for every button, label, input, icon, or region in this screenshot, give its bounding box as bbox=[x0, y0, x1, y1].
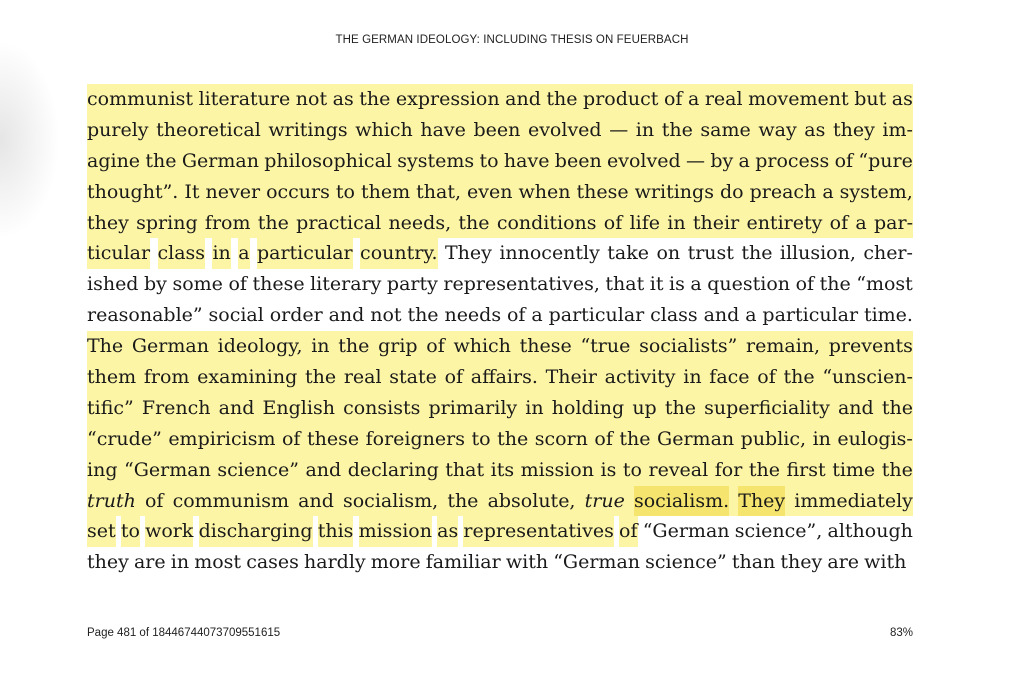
reading-progress: 83% bbox=[889, 627, 913, 639]
word: “German bbox=[642, 520, 730, 543]
word: expression bbox=[395, 88, 500, 110]
word: the bbox=[748, 458, 780, 481]
word: its bbox=[490, 458, 515, 481]
word: representatives bbox=[463, 516, 613, 547]
word: the bbox=[783, 366, 815, 389]
word: of bbox=[426, 335, 445, 358]
word: by bbox=[710, 149, 734, 172]
word: German bbox=[657, 427, 735, 450]
word: empiricism bbox=[168, 427, 276, 450]
word: “German bbox=[124, 458, 211, 481]
text-line bbox=[87, 177, 913, 208]
word: the bbox=[741, 242, 773, 265]
word: of bbox=[795, 273, 815, 296]
word: the bbox=[145, 149, 177, 172]
word: than bbox=[731, 551, 776, 574]
word: the bbox=[664, 396, 696, 419]
word: French bbox=[141, 396, 211, 419]
word: process bbox=[755, 149, 830, 172]
word: — bbox=[685, 149, 705, 172]
word: public, bbox=[740, 427, 807, 450]
word: although bbox=[827, 520, 913, 543]
word: time. bbox=[863, 304, 913, 327]
word: of bbox=[619, 516, 637, 547]
text-line bbox=[87, 208, 913, 239]
word: “pure bbox=[858, 149, 913, 172]
word: the bbox=[661, 118, 693, 141]
word: real bbox=[343, 366, 382, 389]
word: needs bbox=[444, 304, 502, 327]
word: on bbox=[656, 242, 681, 265]
word: the bbox=[447, 489, 479, 512]
word: “most bbox=[856, 273, 913, 296]
word: eulogis- bbox=[837, 427, 913, 450]
word: even bbox=[467, 180, 513, 203]
word: holding bbox=[551, 396, 625, 419]
word: with bbox=[864, 551, 907, 574]
text-line bbox=[87, 455, 913, 486]
word: the bbox=[407, 304, 439, 327]
word: of bbox=[834, 149, 854, 172]
word: reasonable” bbox=[87, 304, 203, 327]
text-line bbox=[87, 269, 913, 300]
text-line bbox=[87, 362, 913, 393]
word: socialists” bbox=[639, 335, 738, 358]
word: from bbox=[204, 211, 251, 234]
word: the bbox=[458, 211, 490, 234]
word: of bbox=[506, 304, 526, 327]
word: in bbox=[170, 551, 190, 574]
word: spring bbox=[136, 211, 198, 234]
word: affairs. bbox=[470, 366, 538, 389]
word: not bbox=[295, 88, 328, 110]
word: purely bbox=[87, 118, 149, 141]
word: German bbox=[131, 335, 209, 358]
word: socialism, bbox=[342, 489, 439, 512]
word: a bbox=[687, 88, 700, 110]
word: product bbox=[583, 88, 659, 110]
word: have bbox=[503, 149, 550, 172]
word: in bbox=[812, 427, 831, 450]
word: it bbox=[649, 273, 664, 296]
word: innocently bbox=[499, 242, 600, 265]
word: to bbox=[335, 180, 355, 203]
word: cher- bbox=[863, 242, 913, 265]
word: is bbox=[600, 458, 617, 481]
word: in bbox=[683, 366, 702, 389]
word: they bbox=[87, 551, 129, 574]
word: for bbox=[714, 458, 743, 481]
word: immediately bbox=[794, 489, 913, 512]
word: — bbox=[609, 118, 629, 141]
word: order bbox=[269, 304, 323, 327]
word: theoretical bbox=[156, 118, 261, 141]
word: is bbox=[669, 273, 685, 296]
word: par- bbox=[874, 211, 913, 234]
word: activity bbox=[604, 366, 676, 389]
word: truth bbox=[87, 489, 136, 512]
word: as bbox=[437, 516, 458, 547]
text-line bbox=[87, 393, 913, 424]
word: as bbox=[891, 88, 913, 110]
word: of bbox=[663, 88, 683, 110]
word: superficiality bbox=[704, 396, 830, 419]
word: take bbox=[607, 242, 650, 265]
word: ticular bbox=[87, 238, 150, 269]
word: writings bbox=[268, 118, 348, 141]
word: philosophical bbox=[264, 149, 392, 172]
word: of bbox=[281, 427, 301, 450]
text-line bbox=[87, 300, 913, 331]
word: hardly bbox=[304, 551, 366, 574]
word: literary bbox=[310, 273, 382, 296]
word: They bbox=[445, 242, 492, 265]
word: “true bbox=[580, 335, 631, 358]
word: absolute, bbox=[487, 489, 576, 512]
word: foreigners bbox=[365, 427, 465, 450]
word: as bbox=[332, 88, 354, 110]
word: representatives, bbox=[443, 273, 600, 296]
word: as bbox=[804, 118, 826, 141]
text-line bbox=[87, 84, 913, 115]
word: familiar bbox=[425, 551, 501, 574]
word: of bbox=[444, 366, 464, 389]
word: up bbox=[632, 396, 657, 419]
word: consists bbox=[343, 396, 421, 419]
word: evolved bbox=[527, 118, 602, 141]
word: a bbox=[238, 238, 249, 269]
word: when bbox=[518, 180, 571, 203]
word: the bbox=[546, 88, 578, 110]
word: the bbox=[304, 366, 337, 389]
word: question bbox=[707, 273, 791, 296]
word: to bbox=[479, 149, 499, 172]
word: have bbox=[420, 118, 466, 141]
word: these bbox=[576, 180, 629, 203]
word: science” bbox=[645, 551, 727, 574]
word: more bbox=[370, 551, 421, 574]
word: a bbox=[822, 180, 834, 203]
text-line bbox=[87, 238, 913, 269]
word: Their bbox=[545, 366, 597, 389]
word: way bbox=[758, 118, 797, 141]
word: It bbox=[184, 180, 200, 203]
word: discharging bbox=[199, 516, 313, 547]
word: country. bbox=[360, 238, 438, 269]
word: in bbox=[667, 211, 686, 234]
word: some bbox=[172, 273, 223, 296]
word: “German bbox=[553, 551, 641, 574]
word: face bbox=[709, 366, 750, 389]
word: these bbox=[519, 335, 572, 358]
word: ing bbox=[87, 458, 118, 481]
text-line bbox=[87, 146, 913, 177]
text-line bbox=[87, 424, 913, 455]
word: thought”. bbox=[87, 180, 179, 203]
word: with bbox=[505, 551, 549, 574]
word: never bbox=[205, 180, 261, 203]
word: class bbox=[158, 238, 206, 269]
word: The bbox=[87, 335, 124, 358]
word: which bbox=[453, 335, 511, 358]
book-title: THE GERMAN IDEOLOGY: INCLUDING THESIS ON FEUERBACH bbox=[335, 34, 689, 46]
page-edge-shadow bbox=[0, 40, 60, 240]
word: a bbox=[745, 304, 757, 327]
word: of bbox=[228, 273, 247, 296]
word: these bbox=[252, 273, 305, 296]
word: remain, bbox=[746, 335, 821, 358]
text-line bbox=[87, 331, 913, 362]
word: and bbox=[305, 458, 342, 481]
word: and bbox=[505, 88, 541, 110]
word: of bbox=[829, 211, 849, 234]
word: they bbox=[832, 118, 875, 141]
word: not bbox=[370, 304, 402, 327]
word: the bbox=[257, 211, 289, 234]
word: this bbox=[318, 516, 354, 547]
word: a bbox=[690, 273, 702, 296]
word: life bbox=[629, 211, 660, 234]
word: prevents bbox=[828, 335, 913, 358]
word: of bbox=[144, 489, 164, 512]
book-page-text[interactable] bbox=[87, 84, 913, 578]
word: literature bbox=[198, 88, 291, 110]
word: which bbox=[355, 118, 413, 141]
word: first bbox=[786, 458, 826, 481]
word: same bbox=[700, 118, 751, 141]
word: preach bbox=[749, 180, 817, 203]
word: occurs bbox=[266, 180, 330, 203]
word: movement bbox=[748, 88, 849, 110]
word: that, bbox=[416, 180, 462, 203]
word: ideology, bbox=[217, 335, 303, 358]
word: declaring bbox=[347, 458, 439, 481]
word: mission bbox=[359, 516, 432, 547]
word: German bbox=[181, 149, 259, 172]
word: cases bbox=[246, 551, 299, 574]
word: trust bbox=[687, 242, 734, 265]
word: im- bbox=[882, 118, 913, 141]
word: these bbox=[306, 427, 360, 450]
word: that bbox=[605, 273, 645, 296]
word: been bbox=[473, 118, 521, 141]
word: they bbox=[780, 551, 823, 574]
text-line bbox=[87, 486, 913, 517]
word: particular bbox=[257, 238, 353, 269]
word: of bbox=[594, 427, 613, 450]
word: true bbox=[584, 489, 625, 512]
word: system, bbox=[839, 180, 913, 203]
word: the bbox=[497, 427, 529, 450]
word: are bbox=[827, 551, 860, 574]
word: English bbox=[262, 396, 335, 419]
word: illusion, bbox=[779, 242, 856, 265]
word: communist bbox=[87, 88, 194, 110]
word: primarily bbox=[428, 396, 518, 419]
word: real bbox=[704, 88, 743, 110]
word: tific” bbox=[87, 396, 134, 419]
word: scorn bbox=[534, 427, 588, 450]
word: work bbox=[145, 516, 193, 547]
word: They bbox=[738, 486, 785, 517]
word: the bbox=[619, 427, 651, 450]
word: science” bbox=[217, 458, 299, 481]
word: practical bbox=[296, 211, 382, 234]
word: do bbox=[719, 180, 744, 203]
word: set bbox=[87, 516, 116, 547]
word: examining bbox=[197, 366, 298, 389]
word: they bbox=[87, 211, 129, 234]
word: conditions bbox=[496, 211, 597, 234]
word: and bbox=[837, 396, 874, 419]
word: particular bbox=[548, 304, 645, 327]
word: in bbox=[635, 118, 655, 141]
word: grip bbox=[378, 335, 418, 358]
page-indicator: Page 481 of 18446744073709551615 bbox=[87, 627, 281, 639]
word: them bbox=[360, 180, 411, 203]
word: to bbox=[471, 427, 491, 450]
word: socialism. bbox=[634, 486, 729, 517]
word: of bbox=[757, 366, 776, 389]
word: writings bbox=[634, 180, 714, 203]
word: agine bbox=[87, 149, 141, 172]
word: to bbox=[121, 516, 140, 547]
word: evolved bbox=[607, 149, 681, 172]
word: of bbox=[603, 211, 623, 234]
word: state bbox=[389, 366, 437, 389]
word: needs, bbox=[388, 211, 452, 234]
word: a bbox=[855, 211, 867, 234]
word: science”, bbox=[734, 520, 823, 543]
text-line bbox=[87, 547, 913, 578]
word: but bbox=[854, 88, 887, 110]
word: the bbox=[881, 396, 913, 419]
word: social bbox=[208, 304, 264, 327]
text-line bbox=[87, 115, 913, 146]
word: communism bbox=[172, 489, 289, 512]
word: ished bbox=[87, 273, 139, 296]
word: by bbox=[144, 273, 167, 296]
word: and bbox=[703, 304, 740, 327]
word: are bbox=[133, 551, 166, 574]
word: and bbox=[298, 489, 334, 512]
text-line bbox=[87, 516, 913, 547]
word: in bbox=[525, 396, 544, 419]
word: reveal bbox=[648, 458, 709, 481]
word: entirety bbox=[746, 211, 823, 234]
word: and bbox=[328, 304, 365, 327]
word: a bbox=[531, 304, 543, 327]
word: from bbox=[143, 366, 190, 389]
word: the bbox=[338, 335, 370, 358]
word: to bbox=[622, 458, 642, 481]
word: the bbox=[881, 458, 913, 481]
word: particular bbox=[762, 304, 859, 327]
word: and bbox=[218, 396, 255, 419]
word: time bbox=[832, 458, 876, 481]
word: the bbox=[359, 88, 391, 110]
word: them bbox=[87, 366, 137, 389]
word: their bbox=[692, 211, 740, 234]
word: in bbox=[311, 335, 330, 358]
word: class bbox=[650, 304, 698, 327]
word: systems bbox=[397, 149, 475, 172]
word: a bbox=[738, 149, 750, 172]
word: mission bbox=[520, 458, 594, 481]
word: party bbox=[386, 273, 438, 296]
word: that bbox=[445, 458, 485, 481]
word: “unscien- bbox=[822, 366, 913, 389]
word: the bbox=[819, 273, 851, 296]
word: “crude” bbox=[87, 427, 162, 450]
word: in bbox=[212, 238, 230, 269]
word: most bbox=[194, 551, 242, 574]
word: been bbox=[554, 149, 602, 172]
